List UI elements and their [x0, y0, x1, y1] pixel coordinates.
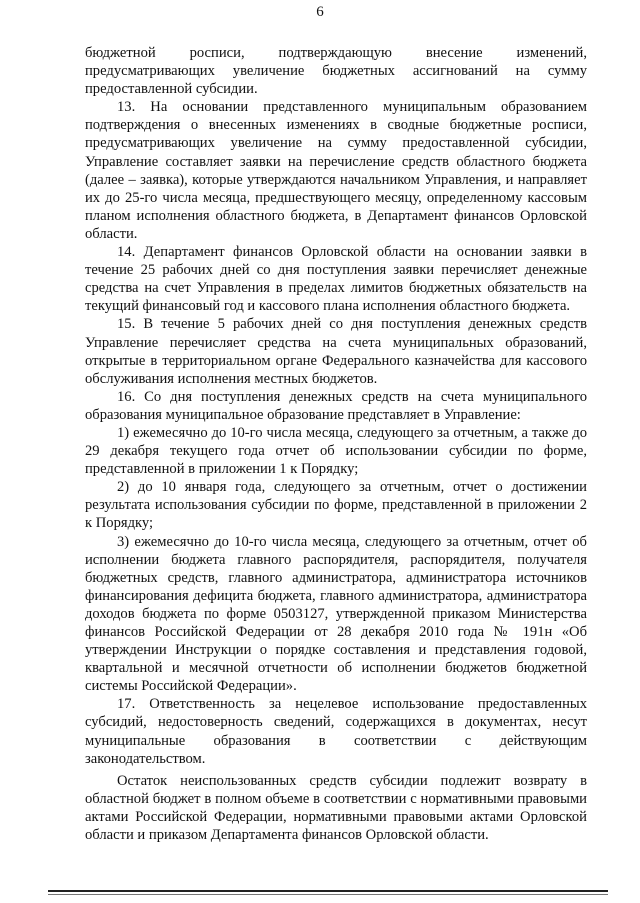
- paragraph-continuation: бюджетной росписи, подтверждающую внесение изменений, предусматривающих увеличение бюджетных ассигнований на сумму предоставленной субсидии.: [85, 45, 587, 98]
- paragraph-13: 13. На основании представленного муниципальным образованием подтверждения о внесенных изменениях в сводные бюджетные росписи, предусматривающих увеличение на сумму предоставленной субсидии, Управление составляет заявки на перечисление средств областного бюджета (далее – заявка), которые утверждаются начальником Управления, и направляет их до 25-го числа месяца, предшествующего месяцу, определенному кассовым планом исполнения областного бюджета, в Департамент финансов Орловской области.: [85, 99, 587, 242]
- scan-bottom-edge: [48, 890, 608, 892]
- paragraph-16-item-1: 1) ежемесячно до 10-го числа месяца, следующего за отчетным, а также до 29 декабря текущего года отчет об использовании субсидии по форме, представленной в приложении 1 к Порядку;: [85, 424, 587, 478]
- paragraph-17: 17. Ответственность за нецелевое использование предоставленных субсидий, недостоверность сведений, содержащихся в документах, несут муниципальные образования в соответствии с действующим законодательством.: [85, 696, 587, 767]
- document-body: [85, 44, 587, 844]
- paragraph-16: 16. Со дня поступления денежных средств на счета муниципального образования муниципальное образование представляет в Управление:: [85, 388, 587, 423]
- paragraph-15: 15. В течение 5 рабочих дней со дня поступления денежных средств Управление перечисляет средства на счета муниципальных образований, открытые в территориальном органе Федерального казначейства для кассового обслуживания исполнения местных бюджетов.: [85, 316, 587, 387]
- page-number: 6: [316, 4, 324, 20]
- paragraph-14: 14. Департамент финансов Орловской области на основании заявки в течение 25 рабочих дней со дня поступления заявки перечисляет денежные средства на счет Управления в пределах лимитов бюджетных обязательств на текущий финансовый год и кассового плана исполнения областного бюджета.: [85, 244, 587, 315]
- paragraph-16-item-3: 3) ежемесячно до 10-го числа месяца, следующего за отчетным, отчет об исполнении бюджета главного распорядителя, распорядителя, получателя бюджетных средств, главного администратора, администратора источников финансирования дефицита бюджета, главного администратора, администратора доходов бюджета по форме 0503127, утвержденной приказом Министерства финансов Российской Федерации от 28 декабря 2010 года № 191н «Об утверждении Инструкции о порядке составления и представления годовой, квартальной и месячной отчетности об исполнении бюджетов бюджетной системы Российской Федерации».: [85, 533, 587, 695]
- paragraph-remainder: Остаток неиспользованных средств субсидии подлежит возврату в областной бюджет в полном объеме в соответствии с нормативными правовыми актами Российской Федерации, нормативными правовыми актами Орловской области и приказом Департамента финансов Орловской области.: [85, 772, 587, 844]
- scan-bottom-edge-shadow: [48, 894, 608, 895]
- paragraph-16-item-2: 2) до 10 января года, следующего за отчетным, отчет о достижении результата использования субсидии по форме, представленной в приложении 2 к Порядку;: [85, 479, 587, 532]
